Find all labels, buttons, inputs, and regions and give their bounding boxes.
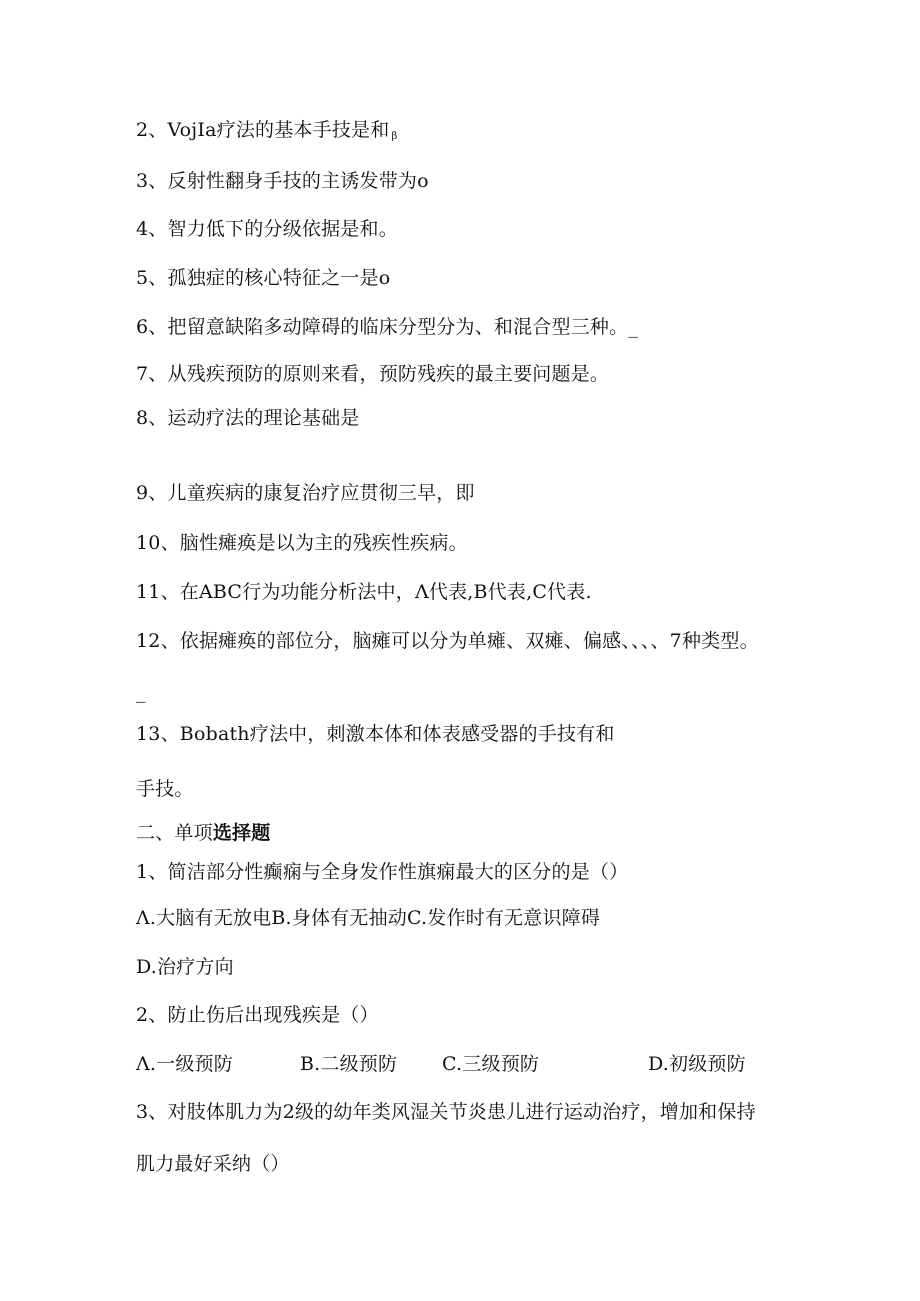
fill-question-3: 3、反射性翻身手技的主诱发带为o (136, 170, 429, 192)
fill-question-6: 6、把留意缺陷多动障碍的临床分型分为、和混合型三种。_ (136, 316, 638, 338)
fill-question-12-underscore: _ (136, 681, 146, 703)
option-d: D.初级预防 (648, 1053, 746, 1075)
option-b: B.二级预防 (300, 1053, 398, 1075)
choice-question-3: 3、对肢体肌力为2级的幼年类风湿关节炎患儿进行运动治疗，增加和保持 (136, 1101, 756, 1123)
fill-question-5: 5、孤独症的核心特征之一是o (136, 267, 391, 289)
option-c: C.三级预防 (442, 1053, 540, 1075)
fill-question-7: 7、从残疾预防的原则来看，预防残疾的最主要问题是。 (136, 363, 610, 385)
choice-question-1-options: Λ.大脑有无放电B.身体有无抽动C.发作时有无意识障碍 (136, 907, 601, 929)
fill-question-13-continued: 手技。 (136, 778, 194, 800)
fill-question-13: 13、Bobath疗法中，刺激本体和体表感受器的手技有和 (136, 723, 615, 745)
section-title-bold: 选择题 (212, 822, 271, 844)
fill-question-9: 9、儿童疾病的康复治疗应贯彻三早，即 (136, 482, 475, 504)
choice-question-1-option-d: D.治疗方向 (136, 956, 234, 978)
option-a: Λ.一级预防 (136, 1053, 233, 1075)
choice-question-2: 2、防止伤后出现残疾是（） (136, 1004, 379, 1026)
beta-subscript: β (391, 131, 398, 142)
fill-question-11: 11、在ABC行为功能分析法中，Λ代表,B代表,C代表. (136, 581, 592, 603)
fill-question-12: 12、依据瘫痪的部位分，脑瘫可以分为单瘫、双瘫、偏感、、、、7种类型。 (136, 630, 759, 652)
fill-question-4: 4、智力低下的分级依据是和。 (136, 218, 398, 240)
choice-question-2-options (136, 1052, 746, 1076)
choice-question-1: 1、简洁部分性癫痫与全身发作性旗痫最大的区分的是（） (136, 861, 629, 883)
section-prefix: 二、单项 (136, 822, 213, 844)
fill-question-2 (136, 118, 397, 149)
choice-question-3-continued: 肌力最好采纳（） (136, 1153, 290, 1175)
question-text: 2、VojIa疗法的基本手技是和 (136, 119, 390, 141)
section-heading-choice (136, 821, 270, 845)
fill-question-8: 8、运动疗法的理论基础是 (136, 407, 360, 429)
fill-question-10: 10、脑性瘫痪是以为主的残疾性疾病。 (136, 532, 468, 554)
